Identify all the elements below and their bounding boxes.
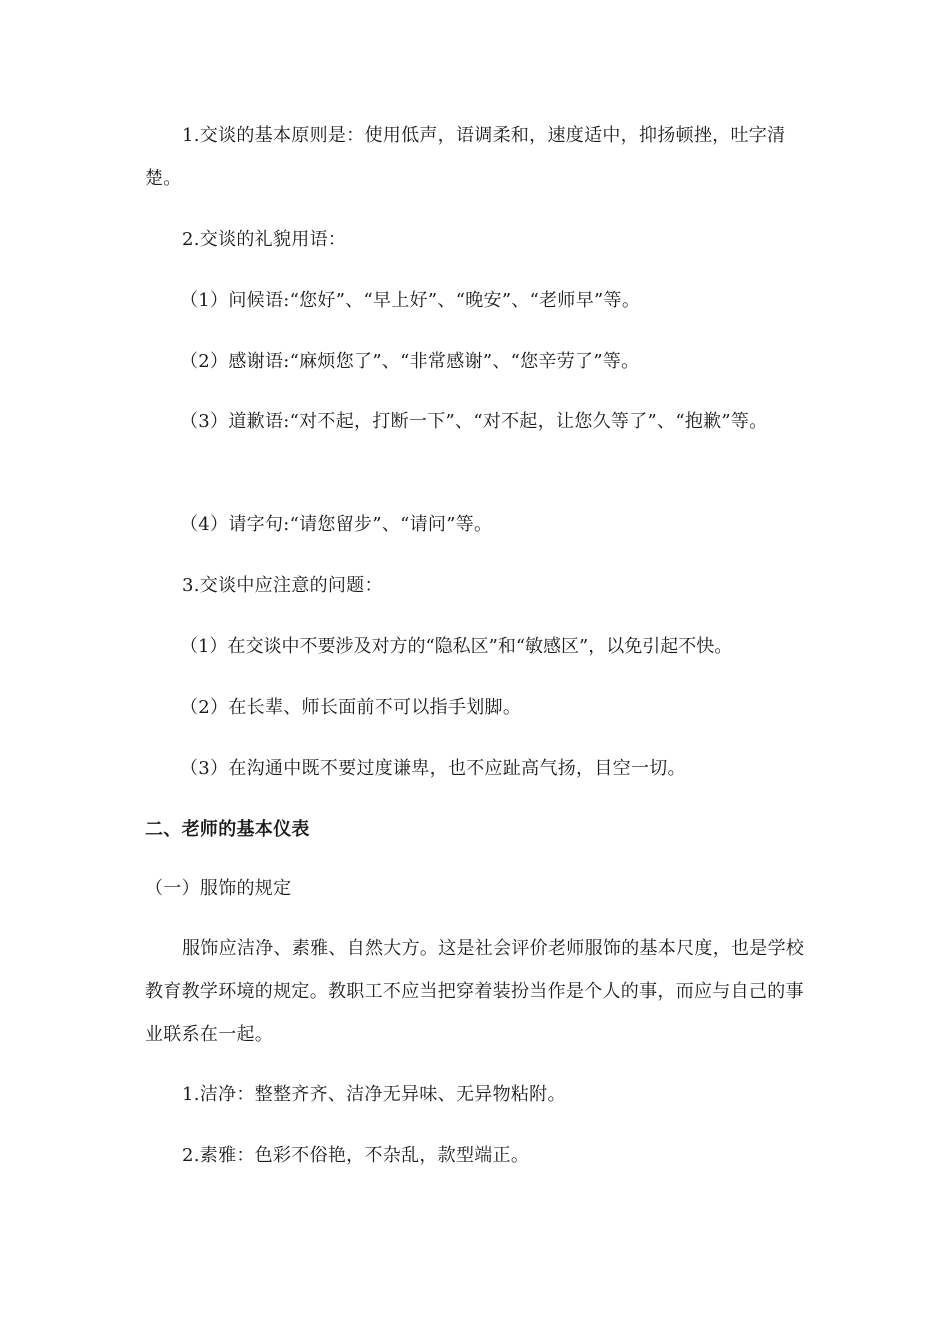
- paragraph-greetings: （1）问候语:“您好”、“早上好”、“晚安”、“老师早”等。: [180, 290, 641, 311]
- paragraph-cleanliness: 1.洁净：整整齐齐、洁净无异味、无异物粘附。: [182, 1084, 566, 1105]
- paragraph-conversation-principles: 1.交谈的基本原则是：使用低声，语调柔和，速度适中，抑扬顿挫，吐字清楚。: [145, 125, 786, 189]
- paragraph-privacy: （1）在交谈中不要涉及对方的“隐私区”和“敏感区”，以免引起不快。: [180, 636, 733, 657]
- paragraph-thanks: （2）感谢语:“麻烦您了”、“非常感谢”、“您辛劳了”等。: [180, 351, 640, 372]
- paragraph-elders: （2）在长辈、师长面前不可以指手划脚。: [180, 697, 522, 718]
- paragraph-communication: （3）在沟通中既不要过度谦卑，也不应趾高气扬，目空一切。: [180, 758, 686, 779]
- section-heading-teacher-appearance: 二、老师的基本仪表: [145, 819, 310, 840]
- subsection-heading-dress-code: （一）服饰的规定: [145, 878, 292, 899]
- paragraph-elegance: 2.素雅：色彩不俗艳，不杂乱，款型端正。: [182, 1145, 530, 1166]
- paragraph-please-phrases: （4）请字句:“请您留步”、“请问”等。: [180, 514, 493, 535]
- paragraph-attention-heading: 3.交谈中应注意的问题：: [182, 575, 383, 596]
- paragraph-apologies: （3）道歉语:“对不起，打断一下”、“对不起，让您久等了”、“抱歉”等。: [180, 411, 768, 432]
- paragraph-dress-code-body: 服饰应洁净、素雅、自然大方。这是社会评价老师服饰的基本尺度，也是学校教育教学环境的规定。教职工不应当把穿着装扮当作是个人的事，而应与自己的事业联系在一起。: [145, 938, 805, 1045]
- paragraph-polite-terms-heading: 2.交谈的礼貌用语：: [182, 229, 347, 250]
